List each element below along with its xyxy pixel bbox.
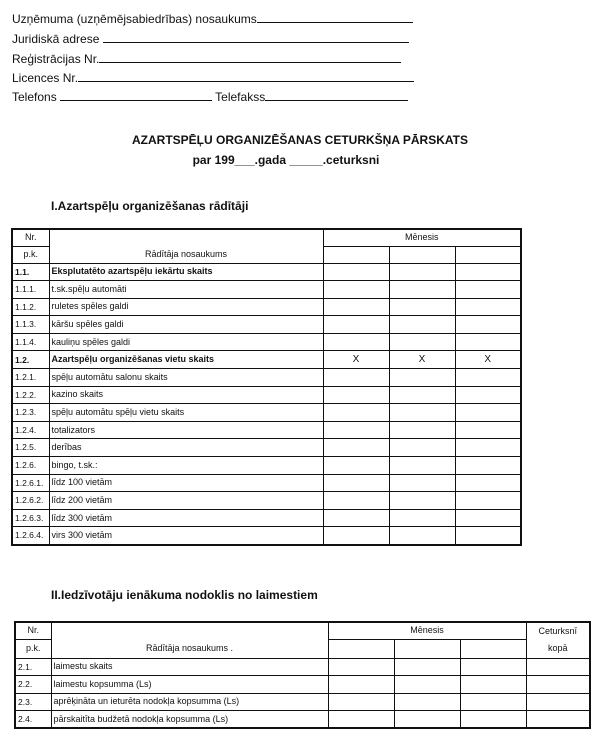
table-row: [12, 386, 521, 404]
month-1-cell[interactable]: [323, 509, 389, 527]
row-number: 1.2.6.: [12, 457, 49, 475]
table-row: [12, 421, 521, 439]
table-row: [12, 439, 521, 457]
month-3-cell[interactable]: [455, 316, 521, 334]
table-row: [12, 492, 521, 510]
month-3-cell[interactable]: [455, 281, 521, 299]
quarter-total-cell[interactable]: [526, 676, 590, 694]
row-label: kāršu spēles galdi: [49, 316, 323, 334]
quarter-total-cell[interactable]: [526, 693, 590, 711]
report-period: par 199___.gada _____.ceturksni: [192, 153, 380, 167]
row-label: spēļu automātu salonu skaits: [49, 369, 323, 387]
quarter-total-cell[interactable]: [526, 711, 590, 729]
month-1-cell[interactable]: [328, 693, 394, 711]
row-number: 1.2.: [12, 351, 49, 369]
month-2-cell[interactable]: [389, 492, 455, 510]
col-month-header: Mēnesis: [323, 229, 521, 246]
row-number: 1.2.3.: [12, 404, 49, 422]
row-number: 1.2.1.: [12, 369, 49, 387]
row-number: 1.2.6.4.: [12, 527, 49, 545]
company-field: [12, 12, 413, 26]
row-label: laimestu skaits: [51, 658, 328, 676]
row-label: aprēķināta un ieturēta nodokļa kopsumma (Ls): [51, 693, 328, 711]
registration-field: [12, 52, 401, 66]
month-2-cell[interactable]: [389, 527, 455, 545]
month-2-cell[interactable]: [389, 421, 455, 439]
month-3-cell[interactable]: [455, 492, 521, 510]
indicators-table: [11, 228, 522, 546]
month-1-cell[interactable]: [323, 421, 389, 439]
fax-label: Telefakss: [215, 90, 266, 104]
row-label: totalizators: [49, 421, 323, 439]
month-3-cell[interactable]: [455, 333, 521, 351]
col-nr-header: Nr.: [12, 229, 49, 246]
table-row: [12, 263, 521, 281]
row-number: 2.4.: [15, 711, 51, 729]
month-1-cell[interactable]: [323, 457, 389, 475]
row-number: 2.2.: [15, 676, 51, 694]
month-2-cell[interactable]: [394, 711, 460, 729]
tax-table: [14, 621, 591, 729]
row-label: ruletes spēles galdi: [49, 298, 323, 316]
month-2-cell[interactable]: [394, 658, 460, 676]
row-number: 1.2.5.: [12, 439, 49, 457]
col-pk-header: p.k.: [15, 639, 51, 658]
month-2-cell[interactable]: [389, 369, 455, 387]
month-3-cell[interactable]: [460, 658, 526, 676]
month-1-cell[interactable]: [323, 527, 389, 545]
row-label: līdz 100 vietām: [49, 474, 323, 492]
table-row: [15, 676, 590, 694]
table-row: [12, 351, 521, 369]
month-3-cell[interactable]: [455, 369, 521, 387]
month-2-cell[interactable]: [389, 316, 455, 334]
table-row: [12, 281, 521, 299]
row-label: līdz 200 vietām: [49, 492, 323, 510]
month-1-cell[interactable]: [323, 369, 389, 387]
table-row: [12, 369, 521, 387]
month-1-cell[interactable]: [328, 676, 394, 694]
row-number: 1.1.4.: [12, 333, 49, 351]
month-1-cell[interactable]: [328, 658, 394, 676]
row-number: 1.1.3.: [12, 316, 49, 334]
license-field: [12, 71, 414, 85]
table-row: [12, 298, 521, 316]
month-3-cell[interactable]: [455, 527, 521, 545]
month-3-header: [460, 639, 526, 658]
table-row: [15, 658, 590, 676]
month-3-cell[interactable]: [460, 693, 526, 711]
company-label: Uzņēmuma (uzņēmējsabiedrības) nosaukums: [12, 12, 257, 26]
month-1-header: [323, 246, 389, 263]
month-2-cell[interactable]: [389, 404, 455, 422]
month-3-cell[interactable]: [455, 439, 521, 457]
row-label: līdz 300 vietām: [49, 509, 323, 527]
row-number: 1.2.4.: [12, 421, 49, 439]
row-number: 1.1.1.: [12, 281, 49, 299]
report-title: AZARTSPĒĻU ORGANIZĒŠANAS CETURKŠŅA PĀRSKATS: [131, 133, 468, 147]
row-number: 2.1.: [15, 658, 51, 676]
month-3-cell[interactable]: [460, 676, 526, 694]
month-3-cell[interactable]: [455, 298, 521, 316]
phone-fax-field: [12, 90, 408, 104]
row-label: virs 300 vietām: [49, 527, 323, 545]
col-quarter-total-header: kopā: [526, 639, 590, 658]
col-name-header-top: [49, 229, 323, 246]
month-3-cell[interactable]: [455, 457, 521, 475]
row-label: Eksplutatēto azartspēļu iekārtu skaits: [49, 263, 323, 281]
row-number: 1.2.6.1.: [12, 474, 49, 492]
license-label: Licences Nr.: [12, 71, 79, 85]
month-1-cell[interactable]: [328, 711, 394, 729]
row-number: 1.1.: [12, 263, 49, 281]
month-2-cell[interactable]: [389, 298, 455, 316]
month-3-cell[interactable]: [455, 509, 521, 527]
month-2-cell[interactable]: [389, 474, 455, 492]
month-1-cell[interactable]: [323, 316, 389, 334]
month-2-cell: X: [389, 351, 455, 369]
row-number: 2.3.: [15, 693, 51, 711]
month-3-cell[interactable]: [460, 711, 526, 729]
row-label: kazino skaits: [49, 386, 323, 404]
col-quarter-header: Ceturksnī: [526, 622, 590, 639]
row-number: 1.1.2.: [12, 298, 49, 316]
month-1-cell[interactable]: [323, 281, 389, 299]
month-1-cell: X: [323, 351, 389, 369]
month-2-cell[interactable]: [389, 386, 455, 404]
month-2-cell[interactable]: [389, 333, 455, 351]
month-1-cell[interactable]: [323, 474, 389, 492]
month-1-cell[interactable]: [323, 298, 389, 316]
col-pk-header: p.k.: [12, 246, 49, 263]
month-1-cell[interactable]: [323, 263, 389, 281]
license-line[interactable]: [78, 71, 414, 82]
month-1-cell[interactable]: [323, 439, 389, 457]
row-label: kauliņu spēles galdi: [49, 333, 323, 351]
month-1-cell[interactable]: [323, 404, 389, 422]
table-row: [12, 404, 521, 422]
table-row: [12, 527, 521, 545]
address-line[interactable]: [103, 32, 409, 43]
address-label: Juridiskā adrese: [12, 32, 100, 46]
month-2-cell[interactable]: [389, 457, 455, 475]
table-row: [12, 333, 521, 351]
month-3-cell: X: [455, 351, 521, 369]
month-2-cell[interactable]: [394, 693, 460, 711]
row-number: 1.2.6.3.: [12, 509, 49, 527]
registration-label: Reģistrācijas Nr.: [12, 52, 100, 66]
table-row: [12, 509, 521, 527]
month-1-header: [328, 639, 394, 658]
row-label: Azartspēļu organizēšanas vietu skaits: [49, 351, 323, 369]
table-row: [12, 316, 521, 334]
phone-label: Telefons: [12, 90, 57, 104]
month-2-cell[interactable]: [389, 281, 455, 299]
row-label: laimestu kopsumma (Ls): [51, 676, 328, 694]
month-3-cell[interactable]: [455, 263, 521, 281]
row-label: derības: [49, 439, 323, 457]
section1-heading: I.Azartspēļu organizēšanas rādītāji: [51, 199, 249, 213]
row-label: t.sk.spēļu automāti: [49, 281, 323, 299]
col-name-header: Rādītāja nosaukums: [49, 246, 323, 263]
row-number: 1.2.2.: [12, 386, 49, 404]
phone-line[interactable]: [60, 90, 212, 101]
fax-line[interactable]: [265, 90, 408, 101]
address-field: [12, 32, 409, 46]
table-row: [12, 457, 521, 475]
table-row: [15, 711, 590, 729]
col-month-header: Mēnesis: [328, 622, 526, 639]
col-name-header-top: [51, 622, 328, 639]
month-1-cell[interactable]: [323, 386, 389, 404]
row-label: spēļu automātu spēļu vietu skaits: [49, 404, 323, 422]
col-name-header: Rādītāja nosaukums .: [51, 639, 328, 658]
registration-line[interactable]: [99, 52, 401, 63]
month-3-cell[interactable]: [455, 421, 521, 439]
table-row: [12, 474, 521, 492]
quarter-total-cell[interactable]: [526, 658, 590, 676]
month-2-cell[interactable]: [394, 676, 460, 694]
month-2-header: [394, 639, 460, 658]
month-2-cell[interactable]: [389, 263, 455, 281]
row-label: bingo, t.sk.:: [49, 457, 323, 475]
month-3-cell[interactable]: [455, 474, 521, 492]
company-line[interactable]: [257, 12, 413, 23]
month-3-cell[interactable]: [455, 404, 521, 422]
month-3-cell[interactable]: [455, 386, 521, 404]
row-label: pārskaitīta budžetā nodokļa kopsumma (Ls): [51, 711, 328, 729]
month-2-cell[interactable]: [389, 439, 455, 457]
table-row: [15, 693, 590, 711]
row-number: 1.2.6.2.: [12, 492, 49, 510]
month-1-cell[interactable]: [323, 333, 389, 351]
section2-heading: II.Iedzīvotāju ienākuma nodoklis no laimestiem: [51, 588, 318, 602]
col-nr-header: Nr.: [15, 622, 51, 639]
month-2-header: [389, 246, 455, 263]
month-1-cell[interactable]: [323, 492, 389, 510]
month-2-cell[interactable]: [389, 509, 455, 527]
month-3-header: [455, 246, 521, 263]
